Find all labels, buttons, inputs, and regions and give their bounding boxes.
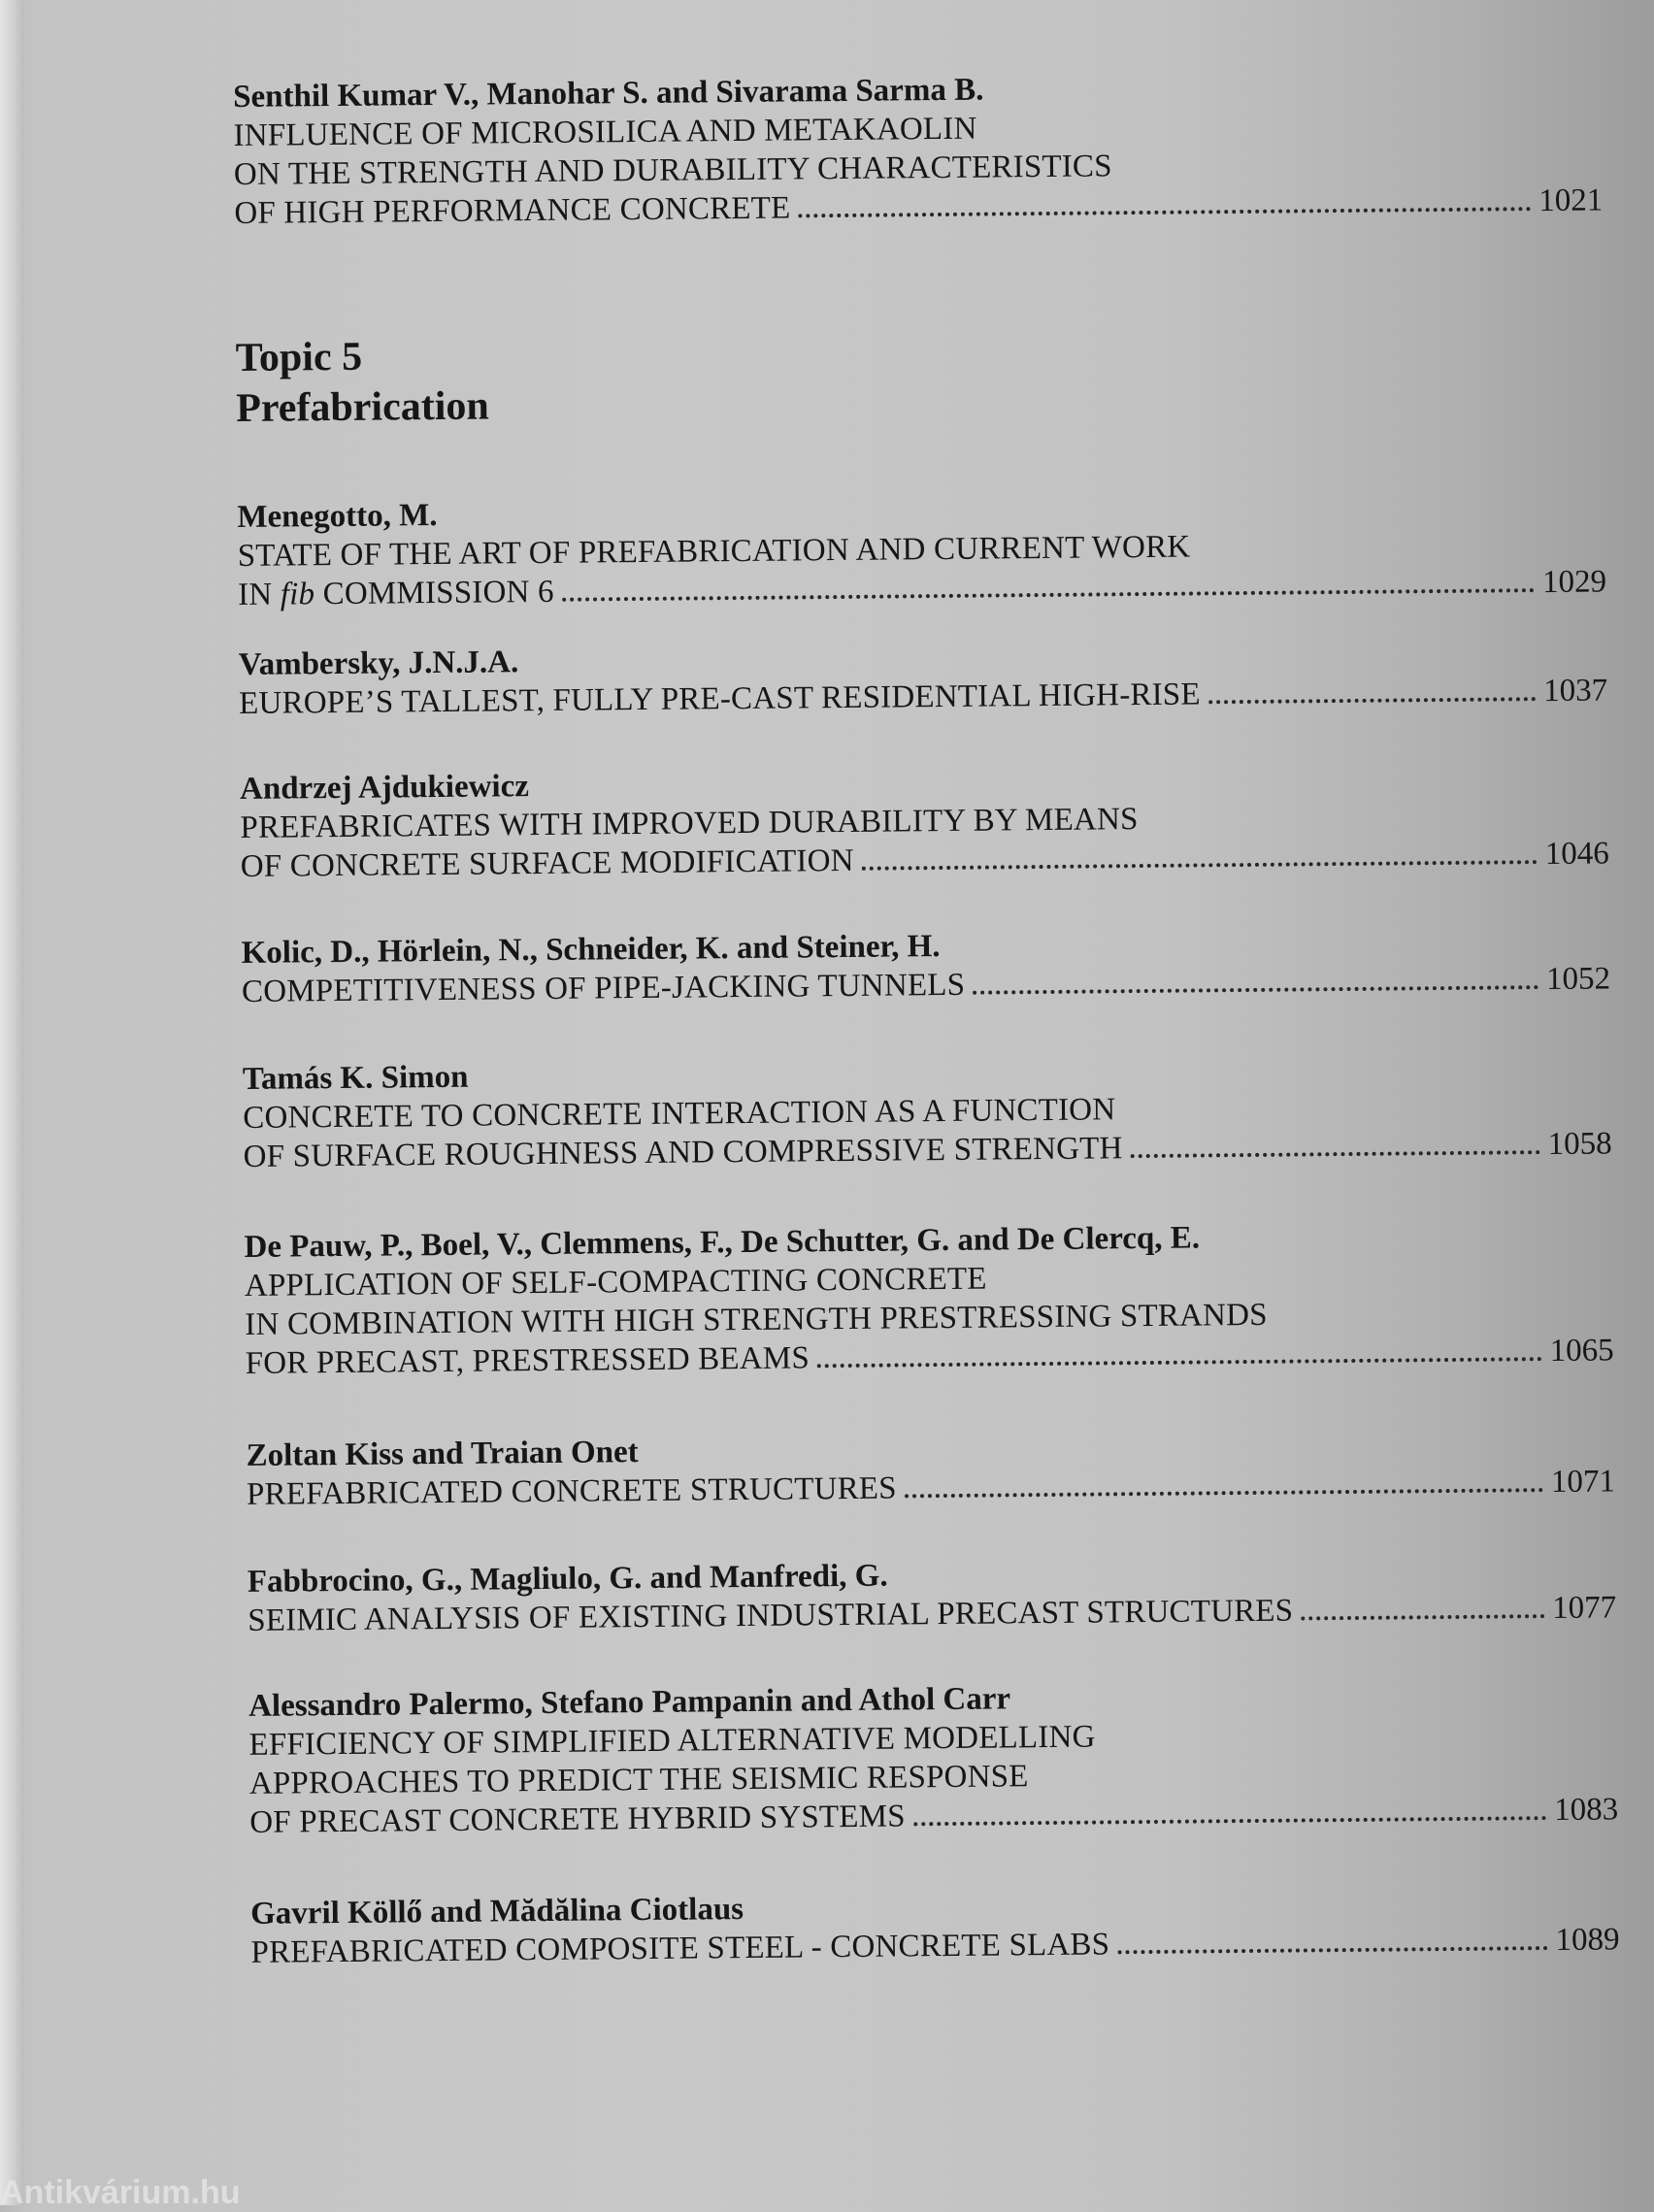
toc-entry[interactable] — [248, 1673, 1618, 1842]
entry-authors: Zoltan Kiss and Traian Onet — [246, 1435, 639, 1473]
entry-authors: Alessandro Palermo, Stefano Pampanin and Athol Carr — [248, 1681, 1011, 1724]
toc-entry[interactable] — [250, 1881, 1620, 1972]
entry-authors: Vambersky, J.N.J.A. — [238, 644, 519, 682]
toc-entry[interactable] — [248, 1549, 1617, 1640]
page-number: 1077 — [1552, 1590, 1617, 1627]
leader-dots — [1131, 1146, 1540, 1158]
page-number: 1071 — [1550, 1464, 1616, 1501]
entry-authors: Fabbrocino, G., Magliulo, G. and Manfredi, G. — [247, 1558, 888, 1600]
page-number: 1052 — [1545, 961, 1611, 998]
table-of-contents — [233, 64, 1620, 1970]
leader-dots — [798, 203, 1531, 217]
page-number: 1065 — [1549, 1333, 1614, 1370]
topic-heading — [236, 330, 489, 433]
entry-title-line: INFLUENCE OF MICROSILICA AND METAKAOLIN — [233, 111, 977, 153]
page-number: 1083 — [1554, 1792, 1619, 1829]
entry-authors: Tamás K. Simon — [242, 1059, 469, 1097]
leader-dots — [562, 584, 1535, 602]
entry-title-line: OF HIGH PERFORMANCE CONCRETE — [234, 190, 791, 231]
toc-entry[interactable] — [233, 64, 1603, 233]
leader-dots — [862, 856, 1538, 871]
page-number: 1021 — [1538, 182, 1604, 219]
leader-dots — [1117, 1942, 1547, 1954]
leader-dots — [913, 1812, 1547, 1826]
page-edge — [0, 0, 23, 2205]
toc-entry[interactable] — [240, 756, 1609, 886]
toc-entry[interactable] — [246, 1423, 1615, 1514]
entry-title-line: PREFABRICATED CONCRETE STRUCTURES — [246, 1470, 897, 1512]
entry-title-line: ON THE STRENGTH AND DURABILITY CHARACTERISTICS — [233, 149, 1112, 192]
entry-title-line: SEIMIC ANALYSIS OF EXISTING INDUSTRIAL PRECAST STRUCTURES — [248, 1593, 1294, 1638]
entry-authors: Kolic, D., Hörlein, N., Schneider, K. and Steiner, H. — [241, 929, 941, 971]
toc-entry[interactable] — [244, 1214, 1613, 1383]
entry-title-line: OF SURFACE ROUGHNESS AND COMPRESSIVE STRENGTH — [243, 1131, 1123, 1174]
entry-title-line: OF CONCRETE SURFACE MODIFICATION — [240, 842, 854, 884]
page-number: 1037 — [1542, 673, 1608, 710]
page-number: 1058 — [1547, 1126, 1612, 1163]
entry-title-line: IN fib COMMISSION 6 — [237, 574, 554, 612]
leader-dots — [1301, 1610, 1544, 1620]
fib-italic: fib — [280, 577, 315, 612]
leader-dots — [905, 1484, 1543, 1498]
entry-title-line: OF PRECAST CONCRETE HYBRID SYSTEMS — [249, 1799, 906, 1840]
entry-authors: Senthil Kumar V., Manohar S. and Sivarama Sarma B. — [233, 72, 984, 115]
entry-title-line: PREFABRICATES WITH IMPROVED DURABILITY BY MEANS — [240, 802, 1139, 845]
toc-entry[interactable] — [237, 484, 1606, 614]
topic-name: Prefabrication — [236, 383, 489, 431]
entry-authors: Gavril Köllő and Mădălina Ciotlaus — [249, 1892, 744, 1931]
leader-dots — [973, 981, 1538, 995]
toc-entry[interactable] — [241, 920, 1610, 1011]
entry-title-line: STATE OF THE ART OF PREFABRICATION AND CURRENT WORK — [237, 529, 1191, 574]
entry-authors: De Pauw, P., Boel, V., Clemmens, F., De Schutter, G. and De Clercq, E. — [244, 1220, 1201, 1265]
entry-title-line: EUROPE’S TALLEST, FULLY PRE-CAST RESIDENTIAL HIGH-RISE — [239, 677, 1201, 721]
entry-title-line: IN COMBINATION WITH HIGH STRENGTH PRESTRESSING STRANDS — [245, 1297, 1268, 1342]
entry-title-line: FOR PRECAST, PRESTRESSED BEAMS — [245, 1340, 810, 1381]
leader-dots — [1208, 693, 1536, 704]
toc-entry[interactable] — [239, 632, 1608, 723]
watermark-text: Antikvárium.hu — [0, 2174, 241, 2211]
entry-title-line: APPROACHES TO PREDICT THE SEISMIC RESPONSE — [248, 1759, 1029, 1801]
entry-title-line: COMPETITIVENESS OF PIPE-JACKING TUNNELS — [241, 967, 966, 1009]
page-number: 1089 — [1555, 1922, 1620, 1959]
entry-authors: Menegotto, M. — [237, 498, 438, 535]
entry-title-line: EFFICIENCY OF SIMPLIFIED ALTERNATIVE MODELLING — [248, 1719, 1096, 1763]
toc-entry[interactable] — [243, 1046, 1612, 1176]
entry-title-line: CONCRETE TO CONCRETE INTERACTION AS A FUNCTION — [243, 1092, 1116, 1136]
page-number: 1029 — [1541, 564, 1607, 601]
entry-title-line: PREFABRICATED COMPOSITE STEEL - CONCRETE SLABS — [250, 1927, 1110, 1970]
page-number: 1046 — [1544, 836, 1609, 873]
leader-dots — [817, 1353, 1542, 1368]
entry-title-line: APPLICATION OF SELF-COMPACTING CONCRETE — [244, 1261, 987, 1304]
topic-number: Topic 5 — [235, 334, 363, 380]
entry-authors: Andrzej Ajdukiewicz — [239, 769, 530, 807]
